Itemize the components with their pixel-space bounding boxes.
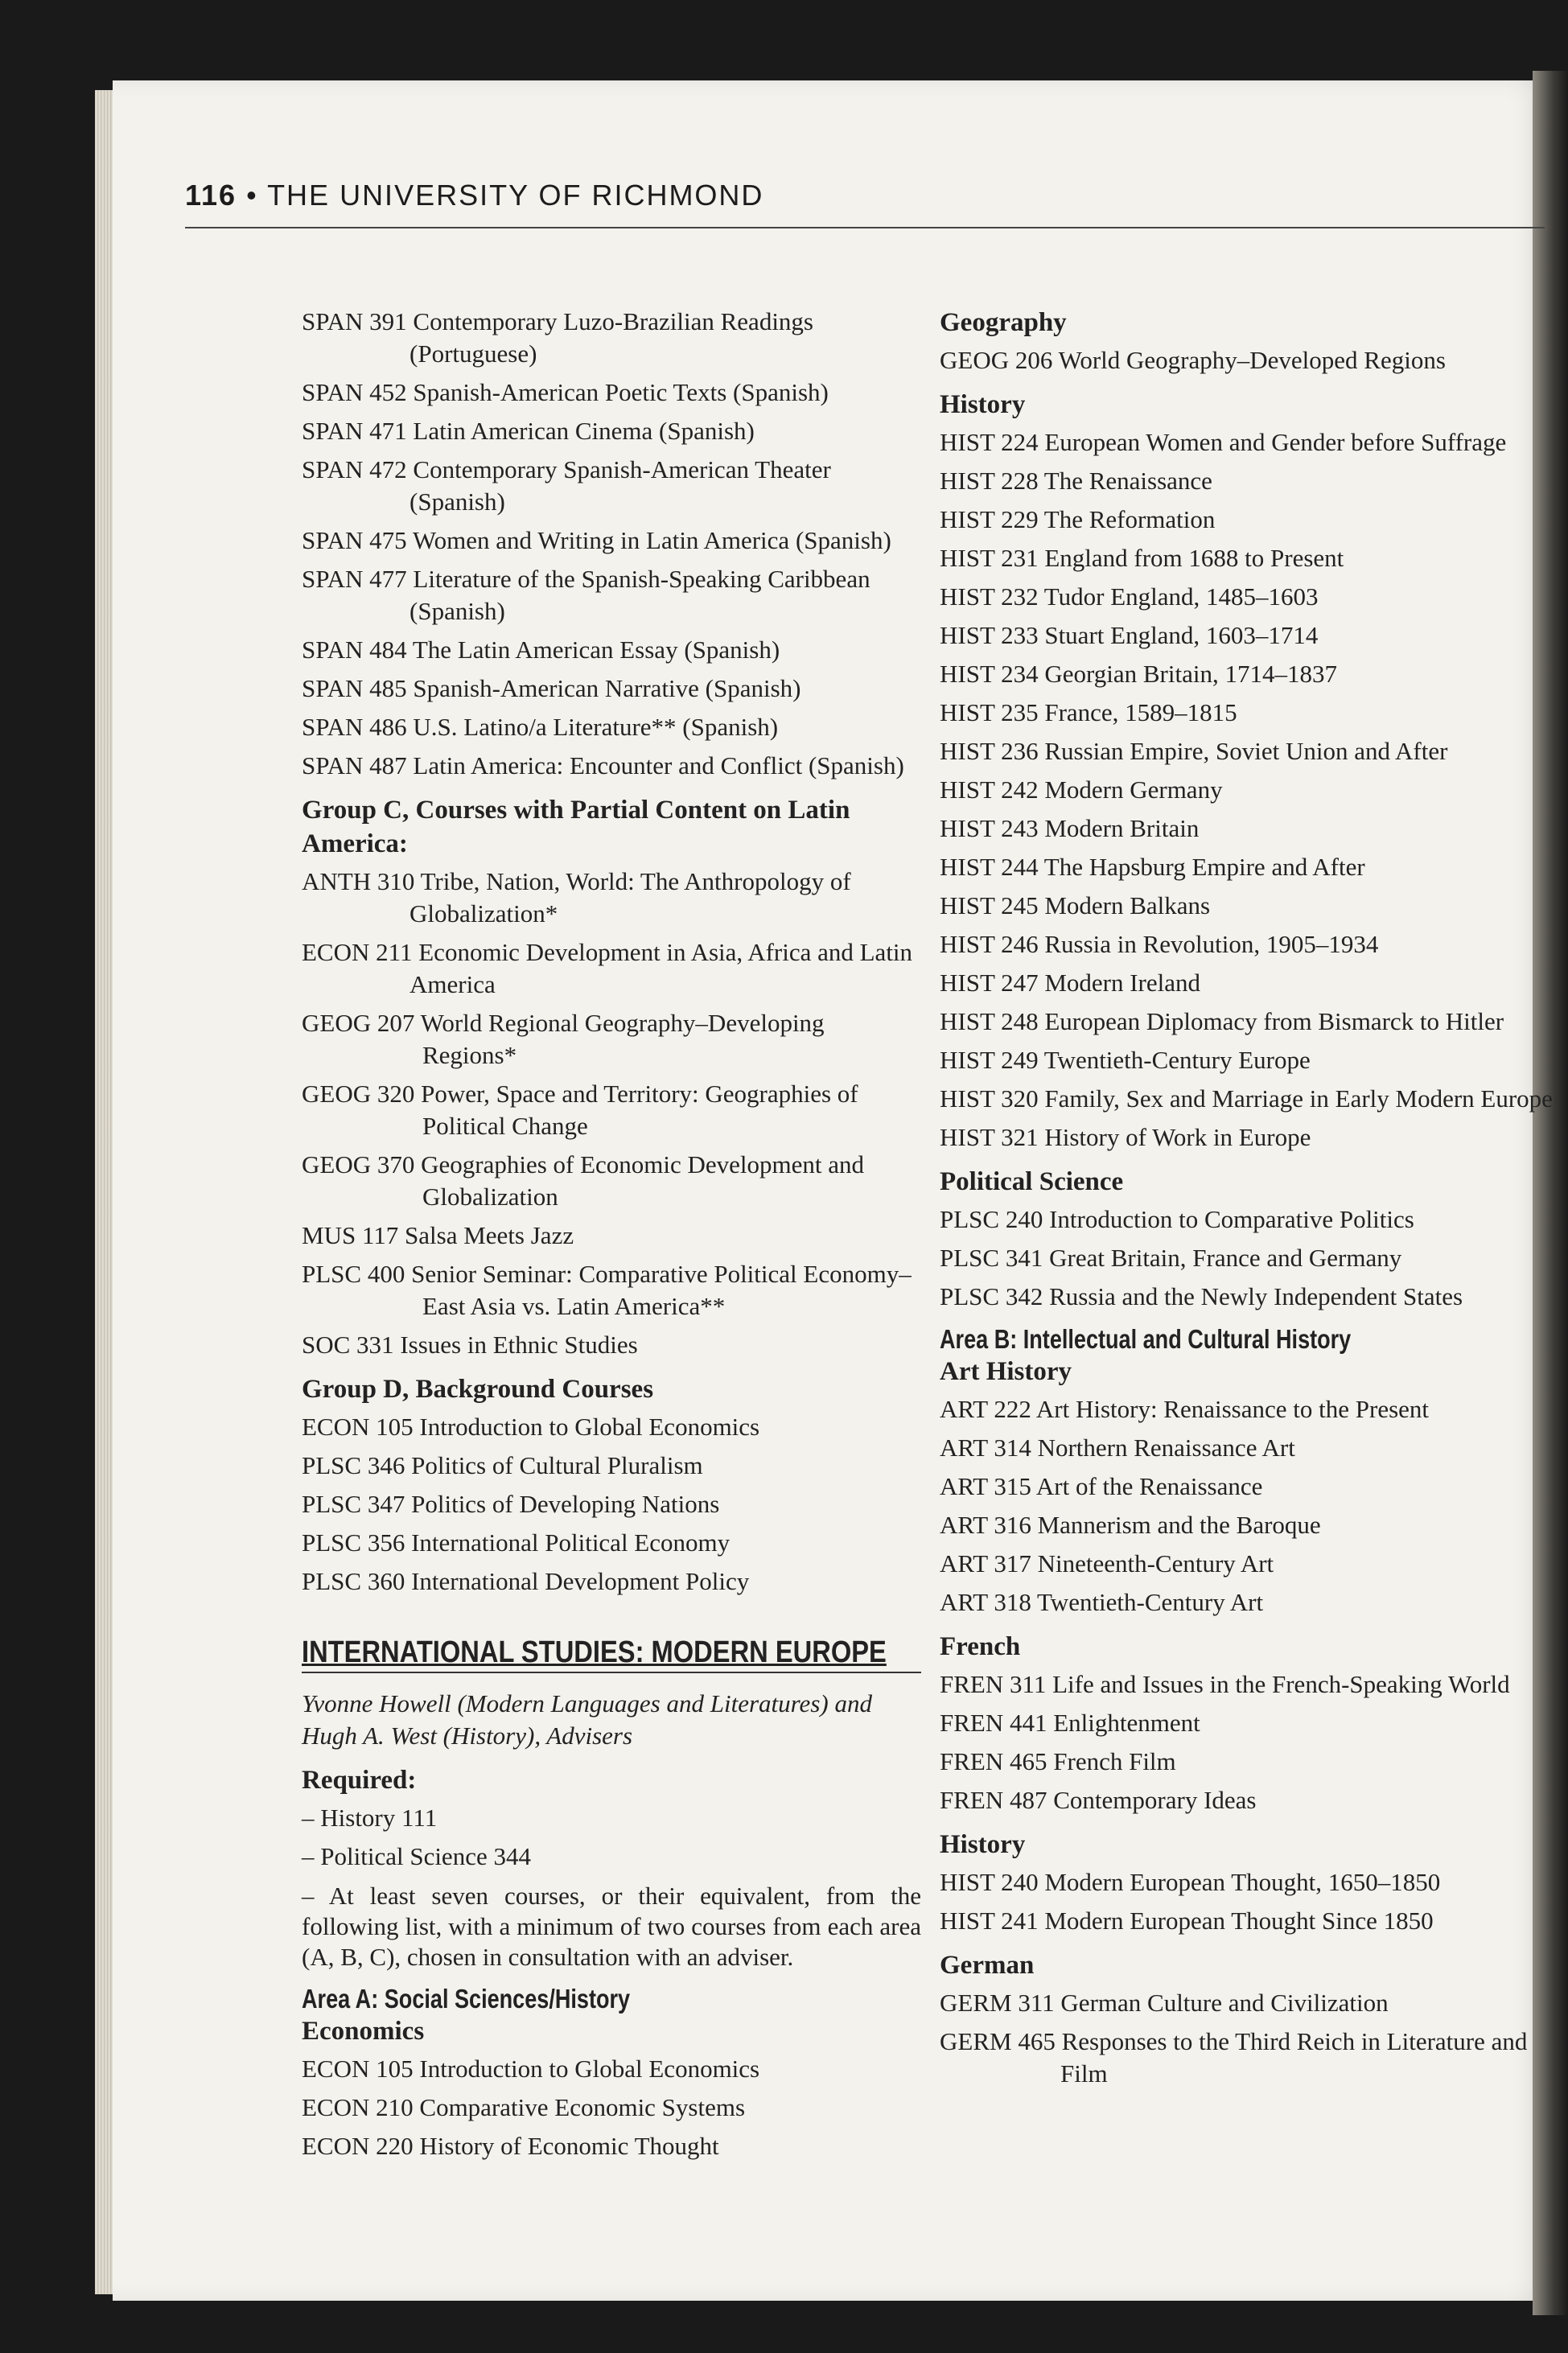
course-title: Introduction to Global Economics [419,2055,760,2083]
course-code: ART 316 [940,1511,1031,1539]
page-number: 116 [185,179,237,212]
course-title: Politics of Cultural Pluralism [411,1451,703,1479]
left-column [302,306,921,2169]
course-entry [940,2026,1559,2090]
course-entry [940,928,1559,961]
course-code: HIST 234 [940,660,1039,688]
course-title: History of Work in Europe [1044,1123,1311,1151]
course-code: GEOG 370 [302,1150,415,1179]
course-code: SPAN 472 [302,455,407,483]
course-code: PLSC 341 [940,1244,1043,1272]
course-entry [940,1509,1559,1541]
course-entry [940,1203,1559,1236]
course-title: French Film [1053,1747,1176,1775]
course-entry [940,1242,1559,1274]
course-entry [940,1668,1559,1701]
course-title: Modern Balkans [1044,891,1211,919]
course-title: World Regional Geography–Developing Regions* [420,1009,825,1069]
course-code: GERM 465 [940,2027,1056,2055]
spanish-course-list [302,306,921,782]
course-title: Enlightenment [1053,1709,1200,1737]
course-title: Tribe, Nation, World: The Anthropology of Globalization* [409,867,851,928]
course-code: HIST 235 [940,698,1039,726]
course-entry [940,1121,1559,1154]
course-code: ART 317 [940,1549,1031,1578]
course-code: FREN 311 [940,1670,1047,1698]
history-b-heading: History [940,1830,1026,1859]
course-code: SPAN 484 [302,636,407,664]
course-code: ART 318 [940,1588,1031,1616]
course-title: Latin American Cinema (Spanish) [413,417,755,445]
course-code: SPAN 475 [302,526,407,554]
course-entry [302,563,921,627]
course-code: SPAN 477 [302,565,407,593]
course-code: HIST 233 [940,621,1039,649]
course-entry [940,1044,1559,1076]
course-code: ART 314 [940,1434,1031,1462]
french-heading: French [940,1632,1021,1661]
course-entry [302,524,921,557]
course-entry [940,1281,1559,1313]
course-code: HIST 245 [940,891,1039,919]
course-code: SPAN 452 [302,378,407,406]
course-title: Senior Seminar: Comparative Political Economy–East Asia vs. Latin America** [411,1260,912,1320]
course-title: Power, Space and Territory: Geographies of Political Change [421,1080,858,1140]
course-code: HIST 320 [940,1084,1039,1113]
course-title: International Development Policy [411,1567,750,1595]
course-entry [302,711,921,743]
course-code: FREN 441 [940,1709,1047,1737]
course-code: PLSC 342 [940,1282,1043,1310]
course-entry [302,1007,921,1072]
course-title: England from 1688 to Present [1044,544,1344,572]
course-entry [940,658,1559,690]
course-code: ECON 105 [302,1413,414,1441]
course-code: FREN 487 [940,1786,1047,1814]
course-entry [940,344,1559,376]
course-code: HIST 242 [940,775,1039,804]
course-title: U.S. Latino/a Literature** (Spanish) [413,713,779,741]
course-title: Family, Sex and Marriage in Early Modern Europe [1044,1084,1553,1113]
course-code: MUS 117 [302,1221,399,1249]
group-d-heading: Group D, Background Courses [302,1375,654,1404]
course-code: SPAN 471 [302,417,407,445]
course-title: Introduction to Comparative Politics [1049,1205,1414,1233]
course-title: The Reformation [1043,505,1216,533]
course-title: Politics of Developing Nations [411,1490,720,1518]
course-title: German Culture and Civilization [1060,1989,1389,2017]
course-entry [302,1488,921,1520]
course-code: GERM 311 [940,1989,1055,2017]
course-entry [302,2053,921,2085]
course-title: European Diplomacy from Bismarck to Hitler [1044,1007,1504,1035]
course-entry [302,1565,921,1598]
header-separator: • [246,179,258,212]
course-entry [940,1586,1559,1619]
course-entry [302,1258,921,1323]
course-code: HIST 249 [940,1046,1039,1074]
course-code: ECON 210 [302,2093,414,2121]
advisers-line: Yvonne Howell (Modern Languages and Literatures) and Hugh A. West (History), Advisers [302,1689,872,1750]
course-entry [940,851,1559,883]
course-title: Spanish-American Poetic Texts (Spanish) [413,378,829,406]
history-heading: History [940,390,1026,419]
requirement-paragraph: – At least seven courses, or their equivalent, from the following list, with a minimum of two courses from each area (A, B, C), chosen in consultation with an adviser. [302,1882,921,1971]
course-title: European Women and Gender before Suffrage [1044,428,1507,456]
course-entry [940,542,1559,574]
german-course-list [940,1987,1559,2090]
course-entry [302,936,921,1001]
course-entry [302,1527,921,1559]
course-title: The Renaissance [1043,467,1212,495]
course-code: HIST 243 [940,814,1039,842]
course-entry [940,812,1559,845]
course-title: Art of the Renaissance [1035,1472,1263,1500]
course-entry [940,1746,1559,1778]
course-entry [302,415,921,447]
modern-europe-section-title [302,1635,921,1673]
course-entry [940,504,1559,536]
course-title: The Hapsburg Empire and After [1043,853,1365,881]
course-title: Comparative Economic Systems [419,2093,746,2121]
course-entry [302,634,921,666]
course-title: World Geography–Developed Regions [1058,346,1446,374]
french-course-list [940,1668,1559,1816]
history-course-list [940,426,1559,1154]
course-title: Life and Issues in the French-Speaking World [1052,1670,1510,1698]
course-title: Russia in Revolution, 1905–1934 [1044,930,1379,958]
course-entry [940,1083,1559,1115]
course-entry [302,2092,921,2124]
course-title: Contemporary Ideas [1053,1786,1257,1814]
course-code: ECON 220 [302,2132,414,2160]
course-code: HIST 241 [940,1907,1039,1935]
course-code: HIST 228 [940,467,1039,495]
group-c-course-list [302,866,921,1361]
course-entry [940,1393,1559,1425]
course-title: Modern European Thought, 1650–1850 [1044,1868,1441,1896]
course-code: ART 315 [940,1472,1031,1500]
political-science-course-list [940,1203,1559,1313]
course-title: Contemporary Spanish-American Theater (Spanish) [409,455,831,516]
course-code: PLSC 347 [302,1490,405,1518]
course-title: France, 1589–1815 [1044,698,1237,726]
course-code: PLSC 240 [940,1205,1043,1233]
required-heading: Required: [302,1766,417,1795]
course-title: Latin America: Encounter and Conflict (Spanish) [413,751,904,780]
course-code: HIST 321 [940,1123,1039,1151]
course-entry [302,866,921,930]
course-code: HIST 231 [940,544,1039,572]
area-b-heading: Area B: Intellectual and Cultural History [940,1324,1352,1354]
course-title: Modern Germany [1044,775,1223,804]
course-title: Women and Writing in Latin America (Spanish) [412,526,891,554]
course-title: Tudor England, 1485–1603 [1043,582,1319,611]
course-code: HIST 244 [940,853,1039,881]
art-history-heading: Art History [940,1357,1072,1386]
course-entry [302,2130,921,2162]
course-title: Literature of the Spanish-Speaking Caribbean (Spanish) [409,565,870,625]
course-title: Great Britain, France and Germany [1049,1244,1402,1272]
course-code: HIST 246 [940,930,1039,958]
course-title: Modern Ireland [1044,969,1201,997]
area-a-heading: Area A: Social Sciences/History [302,1984,631,2014]
course-code: HIST 232 [940,582,1039,611]
course-entry [940,735,1559,767]
group-d-course-list [302,1411,921,1598]
course-title: Introduction to Global Economics [419,1413,760,1441]
course-code: PLSC 400 [302,1260,405,1288]
header-rule [185,227,1545,228]
course-title: Twentieth-Century Europe [1043,1046,1311,1074]
course-entry [940,1006,1559,1038]
course-code: ECON 105 [302,2055,414,2083]
course-entry [302,376,921,409]
course-entry [302,1078,921,1142]
course-code: ANTH 310 [302,867,415,895]
course-code: GEOG 207 [302,1009,415,1037]
course-title: Art History: Renaissance to the Present [1035,1395,1430,1423]
course-entry [940,967,1559,999]
course-title: Mannerism and the Baroque [1037,1511,1321,1539]
course-entry [302,454,921,518]
course-code: GEOG 206 [940,346,1053,374]
course-title: Russia and the Newly Independent States [1049,1282,1463,1310]
course-entry [302,1329,921,1361]
right-column [940,306,1559,2096]
course-entry [940,619,1559,652]
geography-course-list [940,344,1559,376]
course-title: Nineteenth-Century Art [1037,1549,1274,1578]
course-title: Twentieth-Century Art [1037,1588,1264,1616]
course-code: SPAN 485 [302,674,407,702]
course-title: Contemporary Luzo-Brazilian Readings (Portuguese) [409,307,813,368]
course-entry [302,1411,921,1443]
course-entry [302,1450,921,1482]
course-title: History of Economic Thought [419,2132,719,2160]
course-title: Russian Empire, Soviet Union and After [1044,737,1448,765]
course-code: HIST 240 [940,1868,1039,1896]
course-code: SPAN 486 [302,713,407,741]
course-entry [940,697,1559,729]
course-title: Modern European Thought Since 1850 [1044,1907,1434,1935]
course-entry [940,1471,1559,1503]
course-entry [940,1784,1559,1816]
course-title: Spanish-American Narrative (Spanish) [413,674,801,702]
course-title: Northern Renaissance Art [1037,1434,1295,1462]
course-title: Stuart England, 1603–1714 [1044,621,1319,649]
course-code: SOC 331 [302,1331,394,1359]
course-title: International Political Economy [411,1528,730,1557]
economics-course-list [302,2053,921,2162]
course-code: HIST 224 [940,428,1039,456]
modern-europe-title-text: INTERNATIONAL STUDIES: MODERN EUROPE [302,1635,887,1669]
course-code: SPAN 487 [302,751,407,780]
course-entry [940,890,1559,922]
course-entry [940,1987,1559,2019]
course-title: Geographies of Economic Development and Globalization [421,1150,865,1211]
economics-heading: Economics [302,2017,425,2046]
course-entry [302,750,921,782]
group-c-heading: Group C, Courses with Partial Content on Latin America: [302,796,850,858]
required-item: – Political Science 344 [302,1842,531,1870]
course-title: Salsa Meets Jazz [405,1221,574,1249]
course-code: ART 222 [940,1395,1031,1423]
geography-heading: Geography [940,308,1067,337]
course-code: HIST 229 [940,505,1039,533]
header-title: THE UNIVERSITY OF RICHMOND [267,179,764,212]
course-entry [940,774,1559,806]
course-title: Georgian Britain, 1714–1837 [1044,660,1337,688]
course-entry [940,1707,1559,1739]
required-item: – History 111 [302,1804,438,1832]
course-code: PLSC 346 [302,1451,405,1479]
course-code: HIST 248 [940,1007,1039,1035]
running-head [185,179,763,212]
course-code: SPAN 391 [302,307,407,335]
course-code: GEOG 320 [302,1080,415,1108]
art-history-course-list [940,1393,1559,1619]
course-code: PLSC 360 [302,1567,405,1595]
course-title: Economic Development in Asia, Africa and Latin America [409,938,913,998]
course-entry [940,1866,1559,1898]
course-entry [940,1548,1559,1580]
course-code: PLSC 356 [302,1528,405,1557]
course-entry [940,426,1559,459]
course-title: Responses to the Third Reich in Literature and Film [1060,2027,1528,2088]
history-b-course-list [940,1866,1559,1937]
course-title: Modern Britain [1044,814,1200,842]
course-entry [302,306,921,370]
course-code: HIST 247 [940,969,1039,997]
course-title: The Latin American Essay (Spanish) [412,636,780,664]
political-science-heading: Political Science [940,1167,1124,1196]
course-code: FREN 465 [940,1747,1047,1775]
course-code: HIST 236 [940,737,1039,765]
german-heading: German [940,1951,1035,1980]
course-entry [940,1432,1559,1464]
course-code: ECON 211 [302,938,413,966]
course-title: Issues in Ethnic Studies [400,1331,638,1359]
course-entry [940,465,1559,497]
course-entry [302,1220,921,1252]
course-entry [302,1149,921,1213]
course-entry [940,1905,1559,1937]
course-entry [302,673,921,705]
course-entry [940,581,1559,613]
